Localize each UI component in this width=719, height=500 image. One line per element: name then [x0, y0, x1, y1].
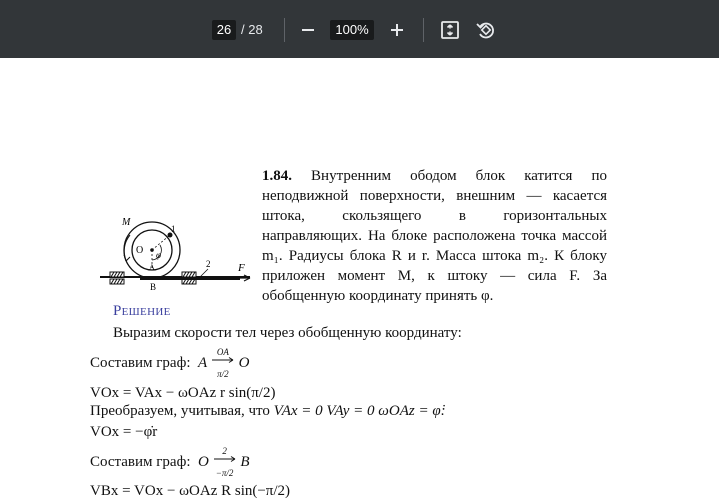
- graph-1: [90, 347, 250, 379]
- graph-2: [90, 446, 250, 478]
- transform-text: Преобразуем, учитывая, что: [90, 403, 270, 419]
- transform-conditions: VAx = 0 VAy = 0 ωOAz = φ̇:: [273, 403, 446, 419]
- graph-2-prefix: Составим граф:: [90, 454, 191, 470]
- arrow-right-icon: [211, 356, 235, 364]
- solution-heading: Решение: [113, 303, 171, 319]
- minus-icon: [296, 18, 320, 42]
- rotate-icon: [473, 18, 497, 42]
- label-phi: φ: [156, 250, 161, 260]
- label-M: M: [122, 217, 131, 228]
- plus-icon: [385, 18, 409, 42]
- label-O: O: [136, 245, 144, 256]
- toolbar-divider: [284, 18, 285, 42]
- document-page: [0, 58, 719, 499]
- problem-text: Внутренним ободом блок катится по неподвижной поверхности, внешним — касается штока, скользящего в горизонтальных направляющих. На блоке расположена точка массой m₁. Радиусы блока R и r. Масса штока m₂. К блоку приложен момент M, к штоку — сила F. За обобщенную координату принять φ.: [262, 168, 608, 304]
- graph-1-to: O: [238, 355, 250, 371]
- label-F: F: [238, 262, 245, 274]
- page-number-input[interactable]: 26: [212, 20, 236, 40]
- graph-2-edge-bottom: −π/2: [215, 468, 234, 478]
- graph-1-arrow: [211, 347, 235, 379]
- label-A: A: [149, 263, 155, 272]
- graph-2-arrow: [213, 446, 237, 478]
- graph-1-edge-bottom: π/2: [217, 369, 229, 379]
- pdf-toolbar: [0, 0, 719, 58]
- graph-2-edge-top: 2: [222, 446, 227, 456]
- zoom-out-button[interactable]: [296, 18, 320, 42]
- solution-intro: Выразим скорости тел через обобщенную координату:: [113, 325, 462, 341]
- mechanism-figure: [100, 215, 260, 295]
- page-total: / 28: [241, 22, 263, 37]
- label-B: B: [150, 282, 157, 292]
- label-2: 2: [206, 259, 211, 269]
- problem-number: 1.84.: [262, 168, 292, 184]
- graph-1-from: A: [197, 355, 208, 371]
- graph-2-from: O: [197, 454, 209, 470]
- zoom-level-input[interactable]: 100%: [330, 20, 374, 40]
- fit-page-button[interactable]: [438, 18, 462, 42]
- equation-1: VOx = VAx − ωOAz r sin(π/2): [90, 385, 276, 401]
- rotate-button[interactable]: [473, 18, 497, 42]
- toolbar-divider: [423, 18, 424, 42]
- label-1: 1: [171, 224, 176, 234]
- graph-1-prefix: Составим граф:: [90, 355, 191, 371]
- transform-line: [90, 402, 446, 420]
- equation-2: VOx = −φ̇r: [90, 424, 158, 440]
- equation-3: VBx = VOx − ωOAz R sin(−π/2): [90, 483, 291, 499]
- zoom-in-button[interactable]: [385, 18, 409, 42]
- graph-1-edge-top: OA: [216, 347, 229, 357]
- problem-statement: [262, 166, 607, 306]
- arrow-right-icon: [213, 455, 237, 463]
- fit-page-icon: [438, 18, 462, 42]
- graph-2-to: B: [240, 454, 250, 470]
